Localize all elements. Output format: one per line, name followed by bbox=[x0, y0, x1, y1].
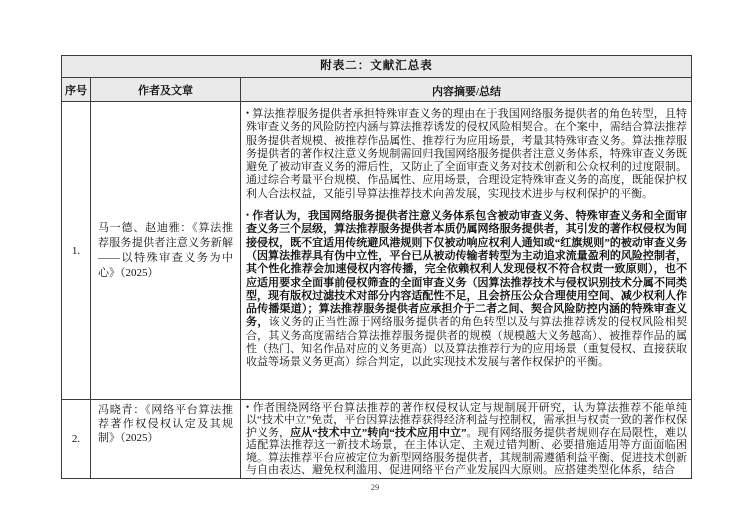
header-summary: 内容摘要/总结 bbox=[431, 85, 502, 98]
row-2-author: 冯晓青：《网络平台算法推荐著作权侵权认定及其规制》（2025） bbox=[98, 404, 233, 444]
summary-text: 作者围绕网络平台算法推荐的著作权侵权认定与规制展开研究，认为算法推荐不能单纯以“技术中立”免责，平台因算法推荐获得经济利益与控制权，需承担与权责一致的著作权保护义务， bbox=[246, 402, 687, 439]
bullet-icon: • bbox=[246, 108, 250, 118]
row-1-author: 马一德、赵迪雅：《算法推荐服务提供者注意义务新解——以特殊审查义务为中心》（2025） bbox=[98, 221, 233, 279]
table-row-2 bbox=[62, 400, 691, 478]
row-2-author-cell bbox=[91, 400, 241, 478]
row-2-index: 2. bbox=[62, 400, 91, 478]
row-1-author-cell bbox=[91, 102, 241, 399]
table-header-row bbox=[62, 78, 691, 102]
row-2-summary bbox=[241, 400, 691, 478]
header-author: 作者及文章 bbox=[91, 78, 241, 101]
literature-summary-table bbox=[61, 55, 692, 479]
summary-paragraph bbox=[246, 402, 687, 476]
summary-text-bold: 作者认为，我国网络服务提供者注意义务体系包含被动审查义务、特殊审查义务和全面审查义务三个层级，算法推荐服务提供者本质仍属网络服务提供者，其引发的著作权侵权为间接侵权，既不宜适用传统避风港规则下仅被动响应权利人通知或“红旗规则”的被动审查义务（因算法推荐具有伪中立性，平台已从被动传输者转型为主动追求流量盈利的风险控制者，其个性化推荐会加速侵权内容传播，完全依赖权利人发现侵权不符合权责一致原则），也不应适用要求全面事前侵权筛查的全面审查义务（因算法推荐技术与侵权识别技术分属不同类型，现有版权过滤技术对部分内容适配性不足，且会挤压公众合理使用空间、减少权利人作品传播渠道）；算法推荐服务提供者应承担介于二者之间、契合风险防控内涵的特殊审查义务， bbox=[246, 210, 687, 329]
summary-text: 算法推荐服务提供者承担特殊审查义务的理由在于我国网络服务提供者的角色转型，且特殊审查义务的风险防控内涵与算法推荐诱发的侵权风险相契合。在个案中，需结合算法推荐服务提供者规模、被推荐作品属性、推荐行为应用场景，考量其特殊审查义务。算法推荐服务提供者的著作权注意义务规制需回归我国网络服务提供者注意义务体系，特殊审查义务既避免了被动审查义务的滞后性，又防止了全面审查义务对技术创新和公众权利的过度限制。通过综合考量平台规模、作品属性、应用场景，合理设定特殊审查义务的高度，既能保护权利人合法权益，又能引导算法推荐技术向善发展，实现技术进步与权利保护的平衡。 bbox=[246, 108, 687, 200]
row-1-index: 1. bbox=[62, 102, 91, 399]
summary-paragraph bbox=[246, 210, 687, 370]
bullet-icon: • bbox=[246, 210, 250, 221]
summary-text: 。现有网络服务提供者规则存在局限性，难以适配算法推荐这一新技术场景，在主体认定、主观过错判断、必要措施适用等方面面临困境。算法推荐平台应被定位为新型网络服务提供者，其规制需遵循利益平衡、促进技术创新与自由表达、避免权利滥用、促进网络平台产业发展四大原则。应搭建类型化体系，结合 bbox=[246, 426, 688, 477]
table-title: 附表二：文献汇总表 bbox=[62, 56, 691, 78]
bullet-icon: • bbox=[246, 402, 250, 412]
summary-text-bold: 应从“技术中立”转向“技术应用中立” bbox=[290, 426, 467, 439]
header-index: 序号 bbox=[62, 78, 91, 101]
summary-text: 该义务的正当性源于网络服务提供者的角色转型以及与算法推荐诱发的侵权风险相契合，其义务高度需结合算法推荐服务提供者的规模（规模越大义务越高）、被推荐作品的属性（热门、知名作品对应的义务更高）以及算法推荐行为的应用场景（重复侵权、直接获取收益等场景义务更高）综合判定，以此实现技术发展与著作权保护的平衡。 bbox=[246, 316, 688, 369]
row-1-summary bbox=[241, 102, 691, 399]
summary-paragraph bbox=[246, 108, 687, 201]
table-row-1 bbox=[62, 102, 691, 400]
page-number: 29 bbox=[370, 482, 380, 492]
